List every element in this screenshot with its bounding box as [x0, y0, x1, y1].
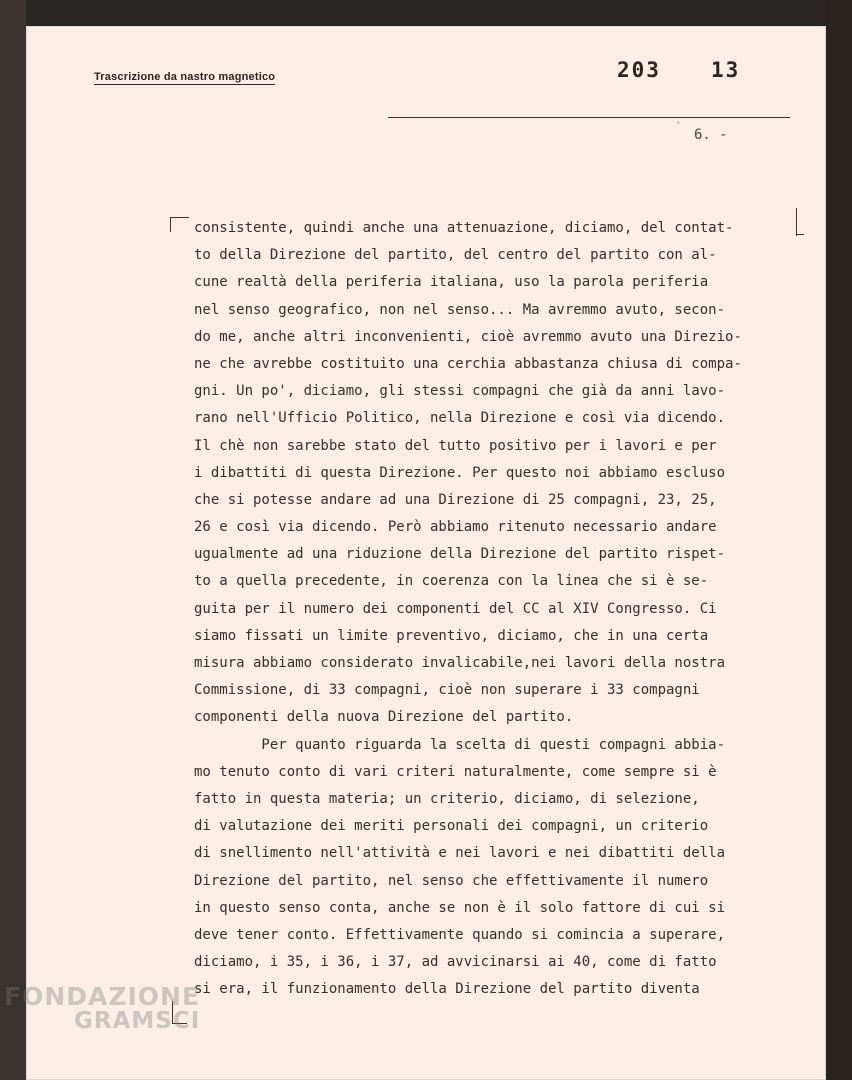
stamp-number-a: 203 [617, 58, 661, 82]
text-line: to della Direzione del partito, del centro del partito con al- [194, 247, 717, 264]
text-line: siamo fissati un limite preventivo, diciamo, che in una certa [194, 627, 709, 644]
text-line: fatto in questa materia; un criterio, diciamo, di selezione, [194, 790, 700, 807]
text-line: nel senso geografico, non nel senso... Ma avremmo avuto, secon- [194, 301, 726, 318]
tick-mark: ` [676, 122, 682, 132]
text-line: ne che avrebbe costituito una cerchia abbastanza chiusa di compa- [194, 355, 742, 372]
text-line: do me, anche altri inconvenienti, cioè avremmo avuto una Direzio- [194, 328, 742, 345]
text-line: i dibattiti di questa Direzione. Per questo noi abbiamo escluso [194, 464, 726, 481]
text-line: mo tenuto conto di vari criteri naturalmente, come sempre si è [194, 763, 717, 780]
text-line: che si potesse andare ad una Direzione di 25 compagni, 23, 25, [194, 491, 717, 508]
text-line: di snellimento nell'attività e nei lavori e nei dibattiti della [194, 845, 726, 862]
text-line: Commissione, di 33 compagni, cioè non superare i 33 compagni [194, 682, 700, 699]
right-background-strip [826, 0, 852, 1080]
text-line: componenti della nuova Direzione del partito. [194, 709, 574, 726]
watermark-line1: FONDAZIONE [4, 982, 201, 1011]
text-line: ugualmente ad una riduzione della Direzione del partito rispet- [194, 546, 726, 563]
text-line: si era, il funzionamento della Direzione del partito diventa [194, 981, 700, 998]
document-page [26, 26, 826, 1080]
watermark-line2: GRAMSCI [74, 1008, 201, 1034]
text-line: Per quanto riguarda la scelta di questi compagni abbia- [194, 736, 726, 753]
text-line: to a quella precedente, in coerenza con la linea che si è se- [194, 573, 709, 590]
corner-mark-top-left [170, 217, 189, 232]
left-background-strip [0, 0, 26, 1080]
text-line: 26 e così via dicendo. Però abbiamo ritenuto necessario andare [194, 519, 717, 536]
text-line: diciamo, i 35, i 36, i 37, ad avvicinarsi ai 40, come di fatto [194, 954, 717, 971]
text-line: deve tener conto. Effettivamente quando si comincia a superare, [194, 926, 726, 943]
text-line: Il chè non sarebbe stato del tutto positivo per i lavori e per [194, 437, 717, 454]
text-line: consistente, quindi anche una attenuazione, diciamo, del contat- [194, 220, 734, 236]
header-label: Trascrizione da nastro magnetico [94, 71, 276, 83]
text-line: di valutazione dei meriti personali dei compagni, un criterio [194, 818, 709, 835]
text-line: cune realtà della periferia italiana, uso la parola periferia [194, 274, 709, 291]
header-rule [388, 117, 790, 118]
text-line: guita per il numero dei componenti del CC al XIV Congresso. Ci [194, 600, 717, 617]
page-number: 6. - [694, 127, 728, 143]
text-line: Direzione del partito, nel senso che effettivamente il numero [194, 872, 709, 889]
text-line: misura abbiamo considerato invalicabile,nei lavori della nostra [194, 655, 726, 671]
text-line: in questo senso conta, anche se non è il solo fattore di cui si [194, 899, 726, 916]
stamp-number-b: 13 [711, 58, 741, 82]
text-line: rano nell'Ufficio Politico, nella Direzione e così via dicendo. [194, 410, 726, 427]
transcript-body [194, 215, 824, 1003]
watermark-logo [4, 984, 200, 1034]
text-line: gni. Un po', diciamo, gli stessi compagni che già da anni lavo- [194, 383, 726, 400]
